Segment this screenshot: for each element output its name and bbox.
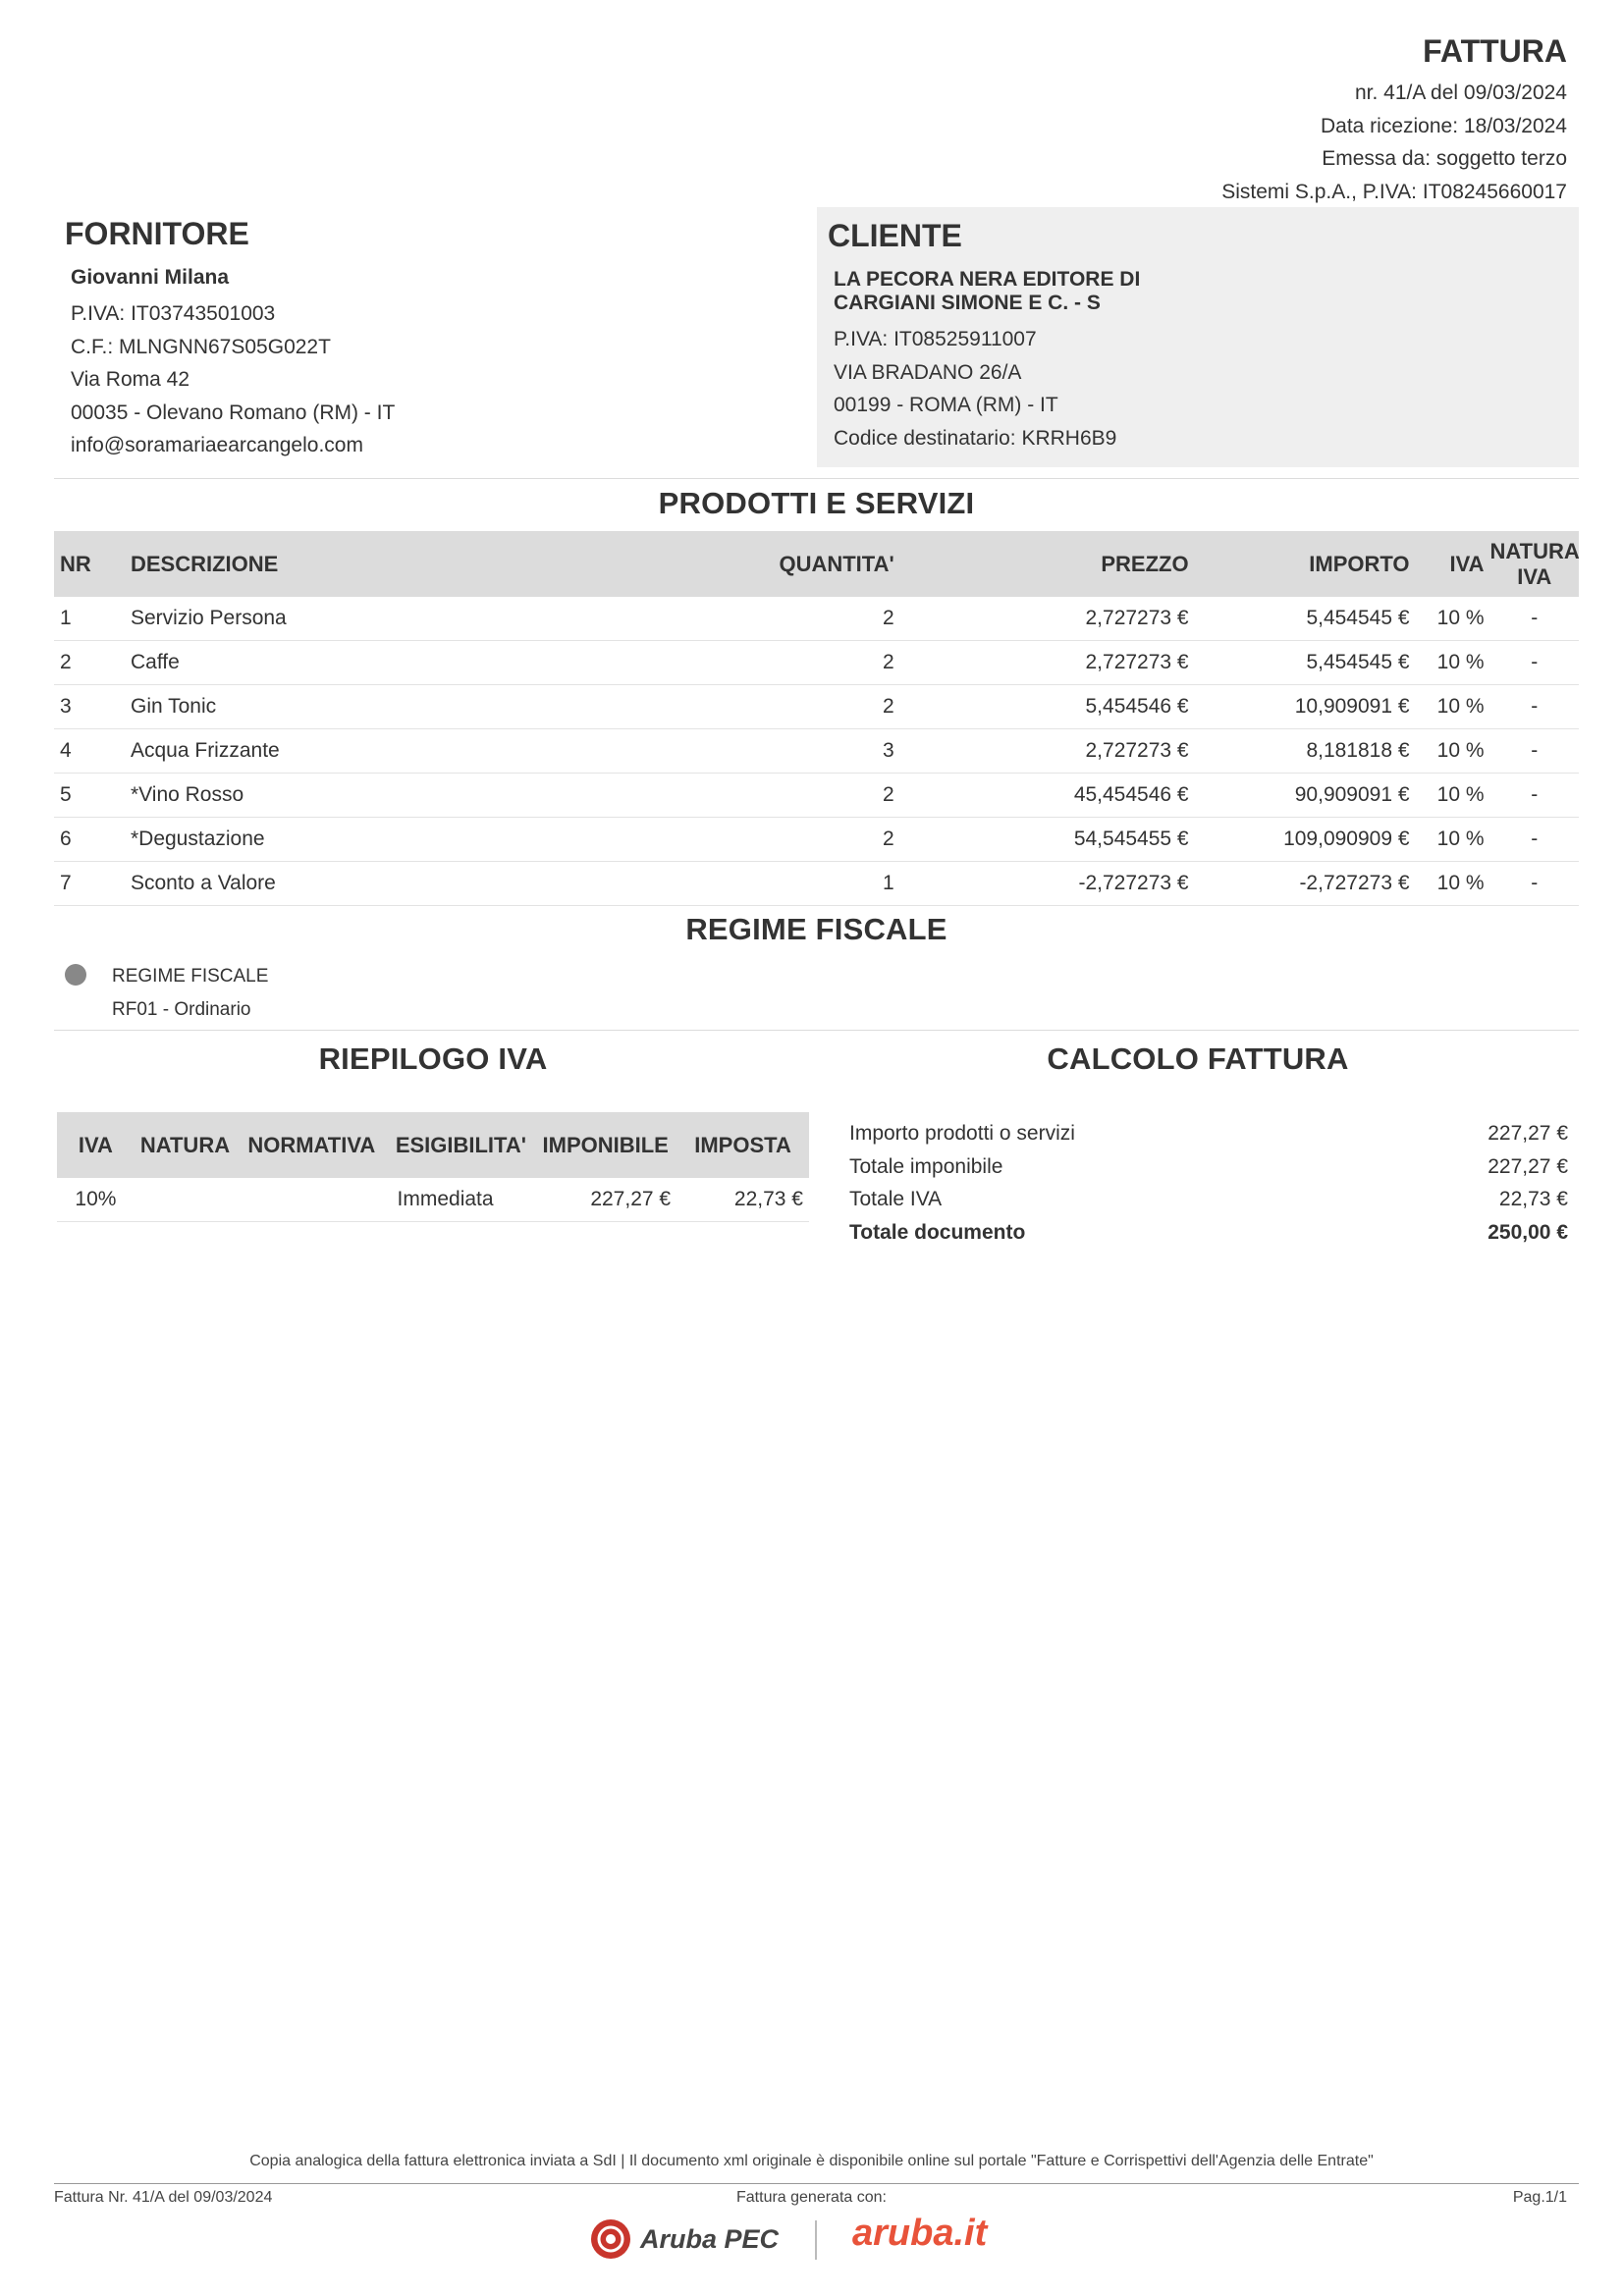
cell-importo: 5,454545 € (1195, 597, 1416, 641)
col-iva: IVA (1416, 531, 1490, 597)
footer-generated-with: Fattura generata con: (736, 2189, 887, 2206)
table-row (54, 597, 1579, 641)
cell-quantita: 2 (635, 597, 900, 641)
cell-quantita: 3 (635, 729, 900, 774)
cell-importo: 10,909091 € (1195, 685, 1416, 729)
client-name-line1: LA PECORA NERA EDITORE DI (834, 268, 1141, 291)
cell-descrizione: Acqua Frizzante (125, 729, 635, 774)
cell-nr: 4 (54, 729, 125, 774)
cell-quantita: 2 (635, 774, 900, 818)
col-importo: IMPORTO (1195, 531, 1416, 597)
calc-total-row (849, 1216, 1568, 1250)
table-row (57, 1178, 809, 1222)
calc-label: Importo prodotti o servizi (849, 1122, 1075, 1145)
col-imponibile: IMPONIBILE (534, 1112, 676, 1178)
cell-importo: 5,454545 € (1195, 641, 1416, 685)
table-row (54, 774, 1579, 818)
cell-natura-iva: - (1490, 597, 1579, 641)
cell-natura (135, 1178, 236, 1222)
supplier-section (54, 216, 781, 462)
document-title: FATTURA (1423, 33, 1567, 69)
footer-divider (54, 2183, 1579, 2184)
col-normativa: NORMATIVA (236, 1112, 387, 1178)
cell-natura-iva: - (1490, 862, 1579, 906)
supplier-tax-code: C.F.: MLNGNN67S05G022T (71, 335, 331, 358)
table-row (54, 818, 1579, 862)
client-section (817, 207, 1579, 467)
document-header-info (1221, 77, 1567, 208)
table-row (54, 862, 1579, 906)
supplier-name: Giovanni Milana (71, 266, 230, 289)
cell-descrizione: Sconto a Valore (125, 862, 635, 906)
calc-value: 227,27 € (1488, 1122, 1568, 1145)
client-city: 00199 - ROMA (RM) - IT (834, 394, 1058, 416)
calc-label: Totale IVA (849, 1188, 943, 1210)
table-row (54, 729, 1579, 774)
cell-natura-iva: - (1490, 685, 1579, 729)
regime-title: REGIME FISCALE (685, 912, 947, 946)
cell-iva: 10 % (1416, 818, 1490, 862)
regime-block (112, 960, 268, 1027)
issued-by: Emessa da: soggetto terzo (1322, 147, 1567, 170)
invoice-number: nr. 41/A del 09/03/2024 (1354, 81, 1567, 104)
calc-row (849, 1117, 1568, 1150)
client-title: CLIENTE (828, 218, 962, 253)
cell-descrizione: *Degustazione (125, 818, 635, 862)
cell-quantita: 2 (635, 641, 900, 685)
cell-iva: 10 % (1416, 641, 1490, 685)
invoice-calc-title: CALCOLO FATTURA (1047, 1041, 1349, 1076)
cell-prezzo: 2,727273 € (900, 597, 1195, 641)
col-natura: NATURA (135, 1112, 236, 1178)
cell-natura-iva: - (1490, 641, 1579, 685)
products-table (54, 531, 1579, 906)
col-descrizione: DESCRIZIONE (125, 531, 635, 597)
cell-importo: 109,090909 € (1195, 818, 1416, 862)
cell-esigibilita: Immediata (388, 1178, 535, 1222)
footer-note: Copia analogica della fattura elettronica inviata a SdI | Il documento xml originale è disponibile online sul portale "Fatture e Corrispettivi dell'Agenzia delle Entrate" (249, 2153, 1374, 2169)
cell-natura-iva: - (1490, 774, 1579, 818)
aruba-pec-logo-text: Aruba PEC (640, 2223, 780, 2254)
cell-descrizione: Servizio Persona (125, 597, 635, 641)
logo-separator (815, 2220, 817, 2260)
cell-normativa (236, 1178, 387, 1222)
cell-prezzo: 2,727273 € (900, 641, 1195, 685)
calc-row (849, 1183, 1568, 1216)
total-label: Totale documento (849, 1220, 1026, 1244)
col-prezzo: PREZZO (900, 531, 1195, 597)
calc-value: 22,73 € (1498, 1188, 1568, 1210)
cell-descrizione: Gin Tonic (125, 685, 635, 729)
regime-value: RF01 - Ordinario (112, 999, 251, 1020)
client-name-line2: CARGIANI SIMONE E C. - S (834, 292, 1101, 314)
client-vat: P.IVA: IT08525911007 (834, 328, 1037, 350)
col-imposta: IMPOSTA (676, 1112, 809, 1178)
calc-row (849, 1150, 1568, 1184)
issuer-company: Sistemi S.p.A., P.IVA: IT08245660017 (1221, 180, 1567, 203)
cell-nr: 1 (54, 597, 125, 641)
divider (54, 478, 1579, 479)
table-row (54, 641, 1579, 685)
supplier-title: FORNITORE (65, 216, 249, 251)
cell-prezzo: 2,727273 € (900, 729, 1195, 774)
aruba-pec-seal-icon (589, 2217, 632, 2261)
supplier-address: Via Roma 42 (71, 368, 190, 391)
page-number: Pag.1/1 (1512, 2189, 1567, 2206)
supplier-city: 00035 - Olevano Romano (RM) - IT (71, 400, 396, 424)
cell-quantita: 2 (635, 685, 900, 729)
cell-quantita: 2 (635, 818, 900, 862)
col-iva: IVA (57, 1112, 135, 1178)
cell-nr: 6 (54, 818, 125, 862)
col-esigibilita: ESIGIBILITA' (388, 1112, 535, 1178)
invoice-calc (849, 1117, 1568, 1249)
cell-quantita: 1 (635, 862, 900, 906)
supplier-vat: P.IVA: IT03743501003 (71, 302, 276, 325)
total-value: 250,00 € (1488, 1220, 1568, 1244)
vat-summary-title: RIEPILOGO IVA (318, 1041, 548, 1076)
cell-descrizione: Caffe (125, 641, 635, 685)
receipt-date: Data ricezione: 18/03/2024 (1320, 114, 1567, 137)
aruba-it-logo: aruba.it (852, 2213, 988, 2254)
cell-iva: 10 % (1416, 685, 1490, 729)
cell-iva: 10 % (1416, 729, 1490, 774)
products-title: PRODOTTI E SERVIZI (658, 486, 975, 520)
col-quantita: QUANTITA' (635, 531, 900, 597)
cell-importo: -2,727273 € (1195, 862, 1416, 906)
cell-iva: 10 % (1416, 862, 1490, 906)
cell-iva: 10 % (1416, 774, 1490, 818)
cell-prezzo: 45,454546 € (900, 774, 1195, 818)
cell-descrizione: *Vino Rosso (125, 774, 635, 818)
aruba-pec-logo (589, 2216, 779, 2262)
client-recipient-code: Codice destinatario: KRRH6B9 (834, 426, 1117, 450)
cell-natura-iva: - (1490, 818, 1579, 862)
calc-value: 227,27 € (1488, 1154, 1568, 1178)
table-row (54, 685, 1579, 729)
cell-nr: 3 (54, 685, 125, 729)
footer-invoice-ref: Fattura Nr. 41/A del 09/03/2024 (54, 2189, 273, 2206)
divider (54, 1030, 1579, 1031)
cell-nr: 5 (54, 774, 125, 818)
cell-prezzo: -2,727273 € (900, 862, 1195, 906)
supplier-email: info@soramariaearcangelo.com (71, 434, 363, 456)
client-address: VIA BRADANO 26/A (834, 360, 1022, 384)
calc-label: Totale imponibile (849, 1154, 1003, 1178)
regime-label: REGIME FISCALE (112, 966, 269, 987)
vat-summary-table (57, 1112, 809, 1222)
cell-natura-iva: - (1490, 729, 1579, 774)
col-nr: NR (54, 531, 125, 597)
vat-header-row (57, 1112, 809, 1178)
cell-imposta: 22,73 € (676, 1178, 809, 1222)
cell-importo: 90,909091 € (1195, 774, 1416, 818)
cell-prezzo: 5,454546 € (900, 685, 1195, 729)
bullet-icon (65, 964, 86, 986)
cell-prezzo: 54,545455 € (900, 818, 1195, 862)
cell-importo: 8,181818 € (1195, 729, 1416, 774)
cell-nr: 7 (54, 862, 125, 906)
cell-nr: 2 (54, 641, 125, 685)
cell-iva: 10% (57, 1178, 135, 1222)
products-header-row (54, 531, 1579, 597)
cell-imponibile: 227,27 € (534, 1178, 676, 1222)
cell-iva: 10 % (1416, 597, 1490, 641)
col-natura-iva: NATURA IVA (1490, 531, 1579, 597)
